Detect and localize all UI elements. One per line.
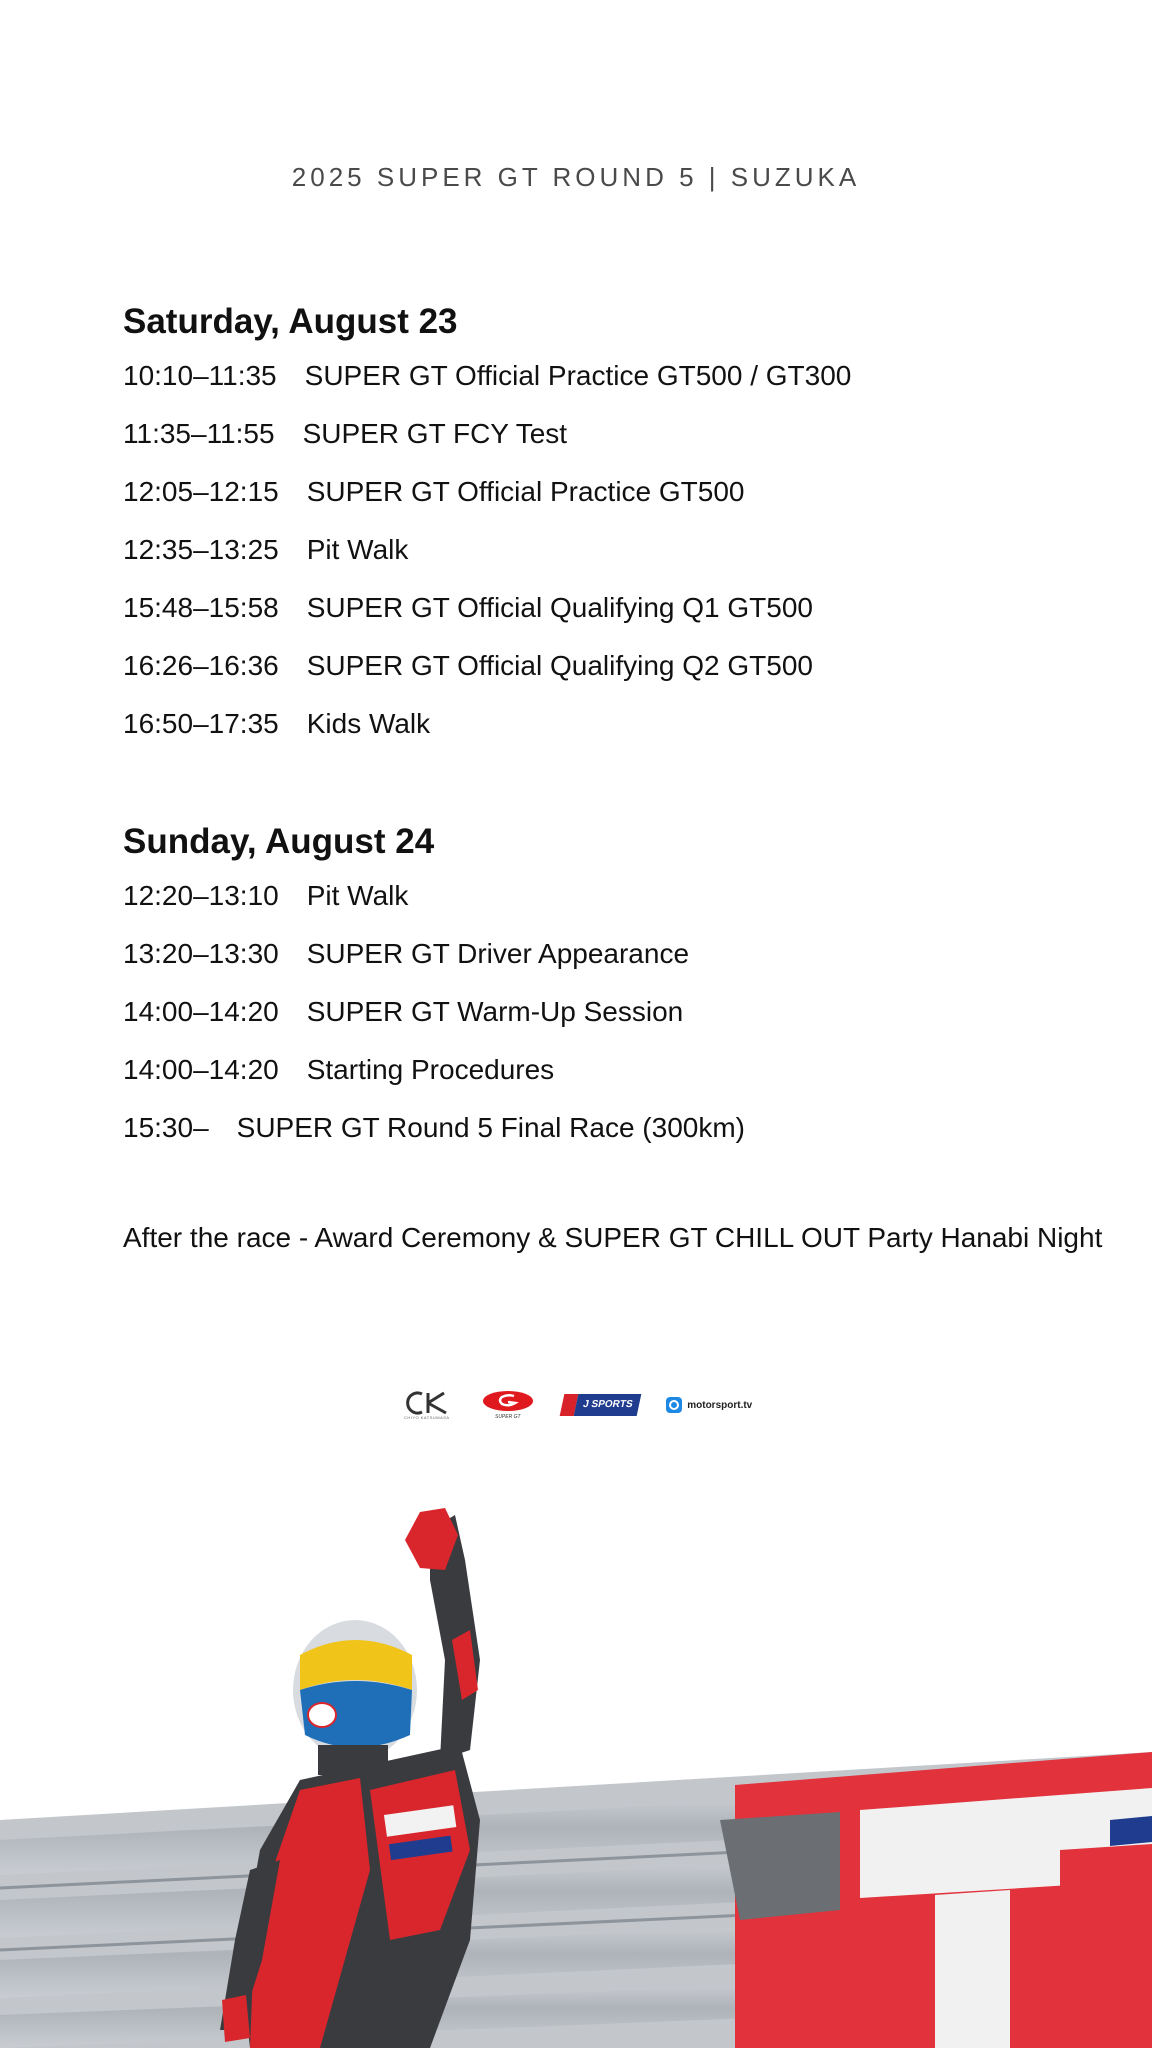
ck-mark [400,1391,454,1415]
event-name: Pit Walk [306,534,409,565]
event-time: 13:20–13:30 [123,938,279,969]
day-title: Saturday, August 23 [123,302,458,341]
schedule-row [123,991,1103,1049]
super-gt-logo-icon [480,1390,536,1420]
ck-logo-icon [400,1391,454,1420]
event-name: Pit Walk [306,880,409,911]
event-time: 10:10–11:35 [123,360,277,391]
schedule-row [123,875,1103,933]
j-sports-mark: J SPORTS [573,1394,641,1416]
event-name: SUPER GT Driver Appearance [306,938,690,969]
event-name: Starting Procedures [306,1054,555,1085]
motorsport-tv-label: motorsport.tv [687,1399,753,1411]
event-header-title: 2025 SUPER GT ROUND 5 | SUZUKA [291,162,861,192]
day-block-saturday [123,299,1103,761]
schedule-row [123,645,1103,703]
schedule-row [123,1107,1103,1165]
super-gt-mark [480,1390,536,1416]
event-time: 12:20–13:10 [123,880,279,911]
event-time: 15:30– [123,1112,209,1143]
event-time: 14:00–14:20 [123,1054,279,1085]
ck-caption: CHIYO KATSUMASA [403,1414,450,1420]
schedule-row [123,471,1103,529]
motorsport-tv-mark [665,1396,683,1414]
event-time: 12:05–12:15 [123,476,279,507]
schedule-row [123,587,1103,645]
schedule-row [123,355,1103,413]
schedule-row [123,529,1103,587]
event-name: SUPER GT Official Practice GT500 / GT300 [304,360,852,391]
event-time: 14:00–14:20 [123,996,279,1027]
day-title: Sunday, August 24 [123,822,435,861]
schedule-row [123,413,1103,471]
sponsor-logos [0,1390,1152,1420]
event-time: 11:35–11:55 [123,418,275,449]
j-sports-logo-icon [562,1394,639,1416]
event-name: Kids Walk [306,708,431,739]
red-banner [720,1752,1152,2048]
schedule-row [123,703,1103,761]
after-race-note: After the race - Award Ceremony & SUPER GT CHILL OUT Party Hanabi Night [123,1222,1103,1253]
super-gt-caption: SUPER GT [494,1414,521,1420]
event-name: SUPER GT Official Qualifying Q2 GT500 [306,650,813,681]
event-time: 16:50–17:35 [123,708,279,739]
event-name: SUPER GT Official Qualifying Q1 GT500 [306,592,813,623]
event-name: SUPER GT FCY Test [302,418,568,449]
event-time: 16:26–16:36 [123,650,279,681]
schedule-row [123,1049,1103,1107]
day-block-sunday [123,819,1103,1165]
event-time: 12:35–13:25 [123,534,279,565]
event-name: SUPER GT Warm-Up Session [306,996,684,1027]
motorsport-tv-logo-icon [665,1396,752,1414]
driver-figure [220,1508,480,2048]
event-time: 15:48–15:58 [123,592,279,623]
driver-waving-photo [0,1490,1152,2048]
event-name: SUPER GT Official Practice GT500 [306,476,745,507]
event-name: SUPER GT Round 5 Final Race (300km) [236,1112,745,1143]
schedule-row [123,933,1103,991]
